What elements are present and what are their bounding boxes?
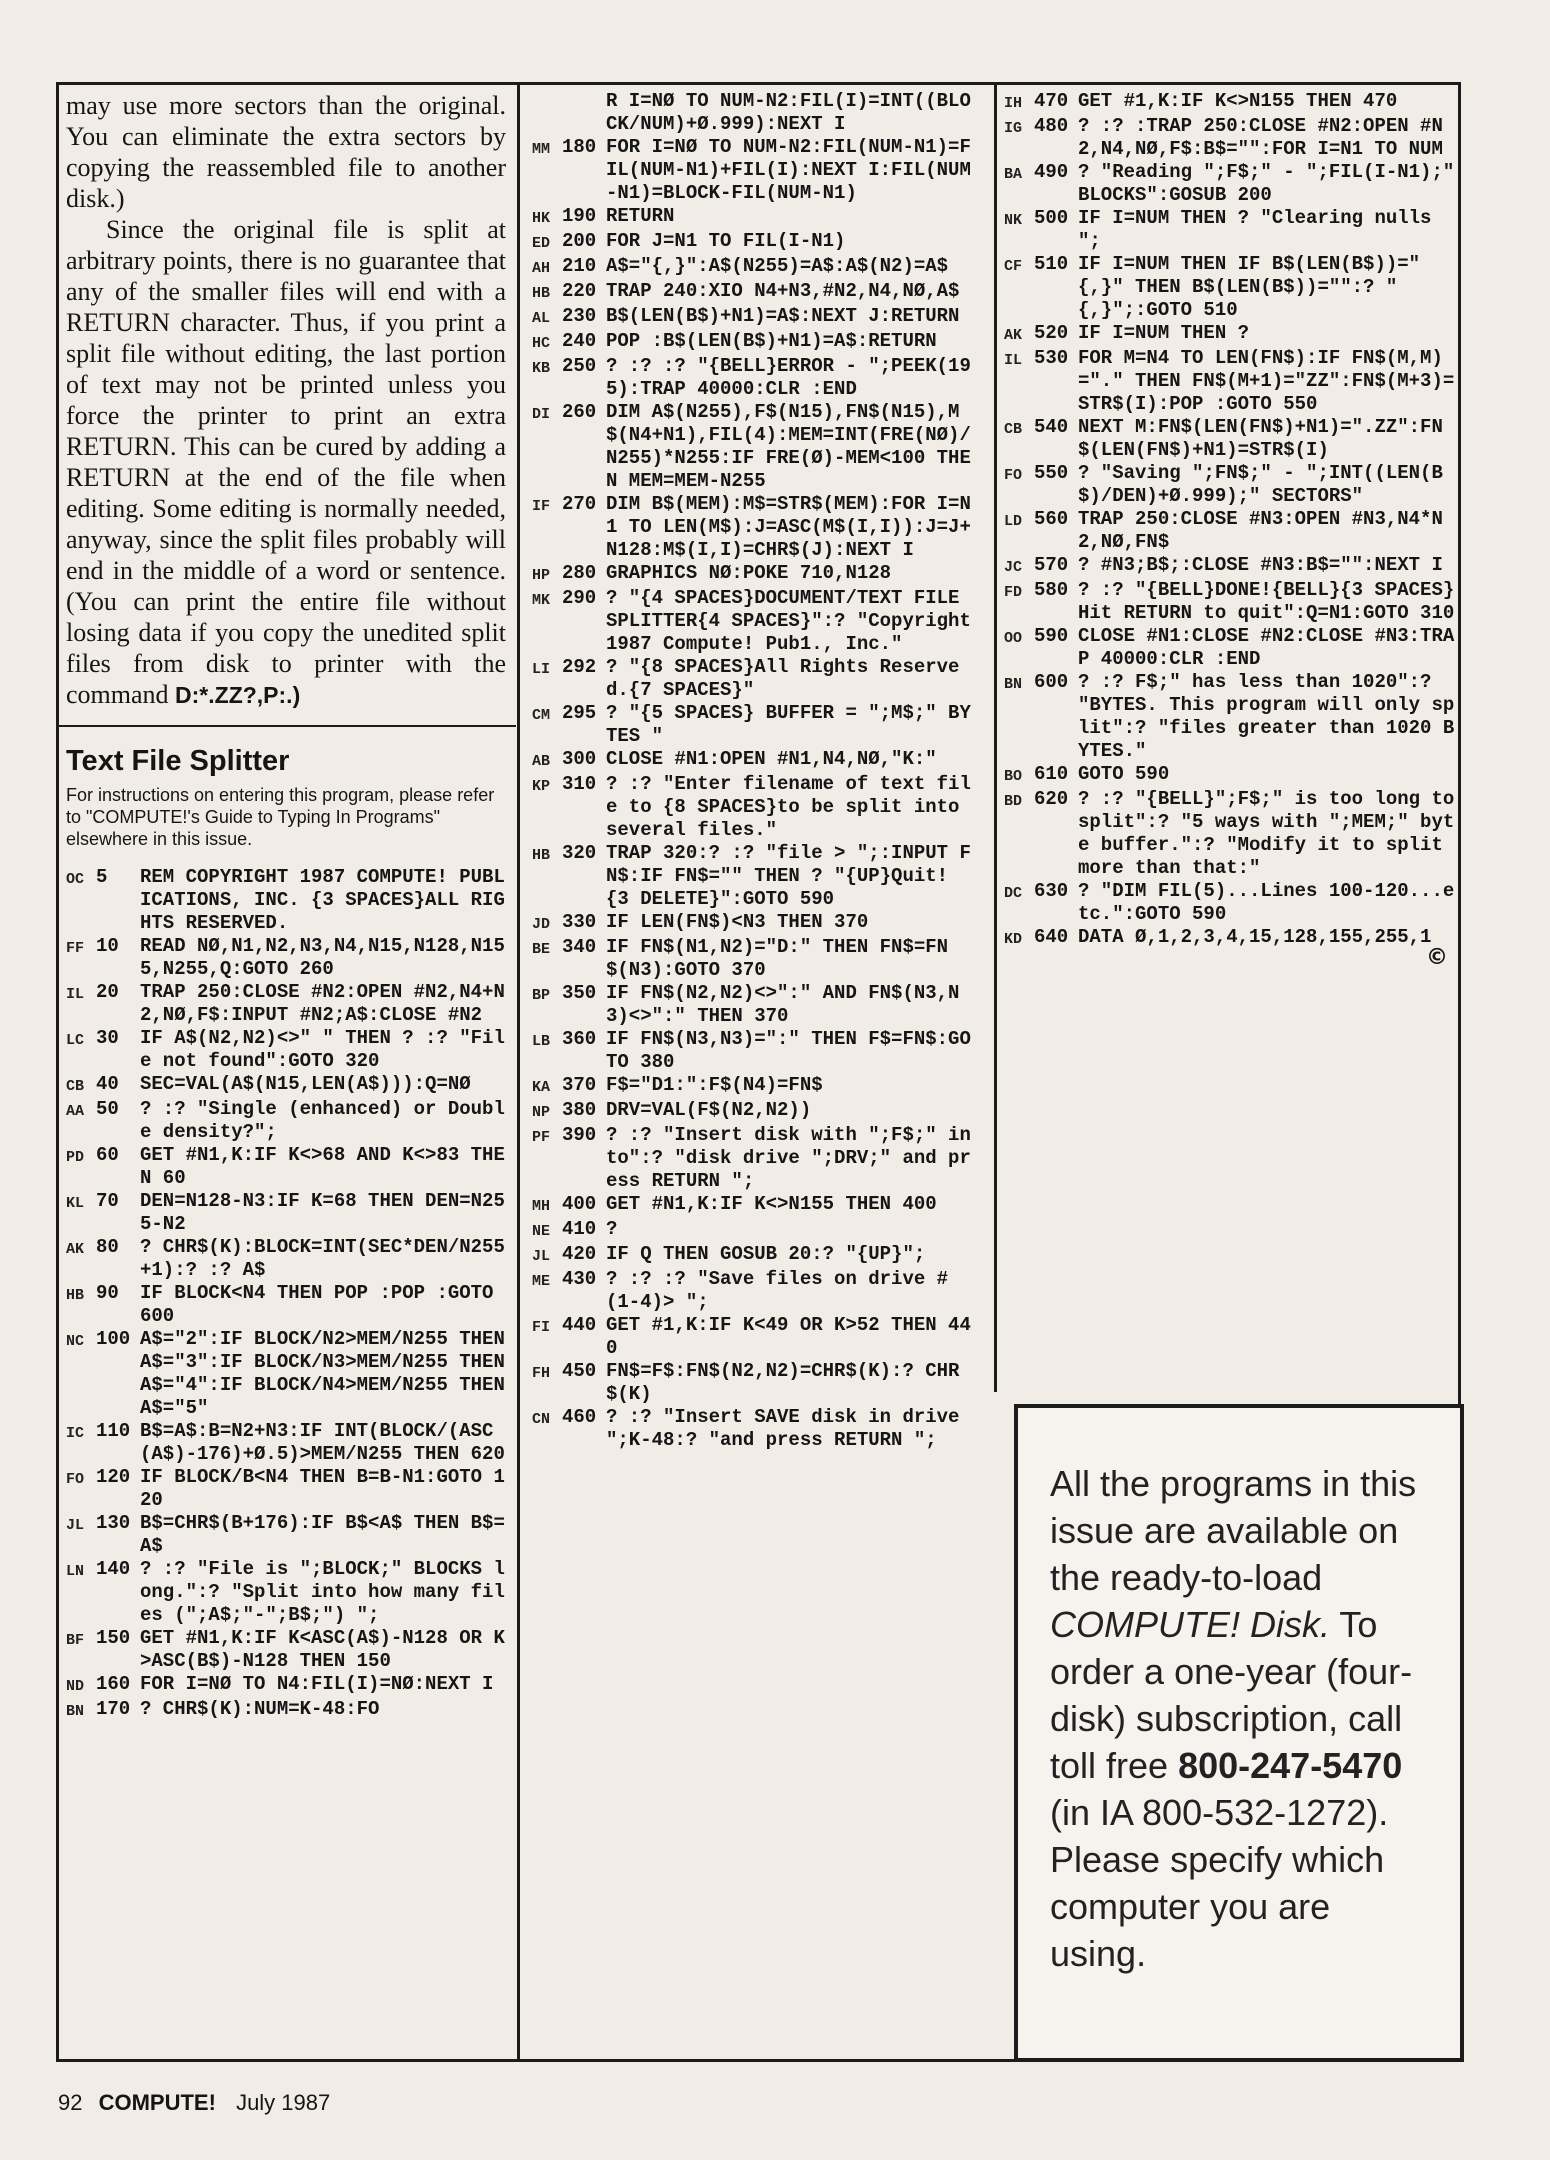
basic-code: IF BLOCK<N4 THEN POP :POP :GOTO 600	[140, 1282, 505, 1327]
listing-line	[1004, 416, 1456, 462]
basic-code: TRAP 250:CLOSE #N3:OPEN #N3,N4*N2,NØ,FN$	[1078, 508, 1443, 553]
listing-line	[66, 935, 506, 981]
checksum-code: KD	[1004, 931, 1023, 948]
line-number: 560	[1034, 508, 1069, 530]
checksum-code: KP	[532, 778, 551, 795]
listing-line	[1004, 763, 1456, 788]
basic-code: ?	[606, 1218, 618, 1240]
basic-code: IF BLOCK/B<N4 THEN B=B-N1:GOTO 120	[140, 1466, 505, 1511]
basic-code: ? CHR$(K):NUM=K-48:FO	[140, 1698, 380, 1720]
ad-disk-name: COMPUTE! Disk.	[1050, 1604, 1331, 1645]
line-number: 480	[1034, 115, 1069, 137]
checksum-code: FI	[532, 1319, 551, 1336]
checksum-code: PF	[532, 1129, 551, 1146]
basic-code: IF I=NUM THEN ? "Clearing nulls ";	[1078, 207, 1443, 252]
basic-code: IF LEN(FN$)<N3 THEN 370	[606, 911, 869, 933]
line-number: 292	[562, 656, 597, 678]
listing-line	[532, 1360, 972, 1406]
listing-line	[532, 1074, 972, 1099]
listing-line	[532, 1268, 972, 1314]
listing-line	[66, 1073, 506, 1098]
line-number: 60	[96, 1144, 119, 1166]
basic-code: ? "Reading ";F$;" - ";FIL(I-N1);" BLOCKS":GOSUB 200	[1078, 161, 1466, 206]
line-number: 330	[562, 911, 597, 933]
checksum-code: AA	[66, 1103, 85, 1120]
listing-line	[532, 982, 972, 1028]
listing-line	[1004, 508, 1456, 554]
listing-line	[66, 1512, 506, 1558]
listing-line	[532, 205, 972, 230]
listing-line	[532, 305, 972, 330]
ad-text-before: All the programs in this issue are available on the ready-to-load	[1050, 1463, 1417, 1598]
listing-line	[66, 1236, 506, 1282]
column-3	[1004, 90, 1466, 1340]
listing-line	[1004, 625, 1456, 671]
article-paragraph-2	[66, 214, 506, 711]
listing-line	[1004, 554, 1456, 579]
line-number: 190	[562, 205, 597, 227]
line-number: 300	[562, 748, 597, 770]
listing-line	[66, 1098, 506, 1144]
checksum-code: NK	[1004, 212, 1023, 229]
listing-column-1	[66, 866, 517, 1723]
basic-code: R I=NØ TO NUM-N2:FIL(I)=INT((BLOCK/NUM)+Ø.999):NEXT I	[606, 90, 971, 135]
program-instructions: For instructions on entering this program, please refer to "COMPUTE!'s Guide to Typing In Programs" elsewhere in this issue.	[66, 785, 495, 849]
basic-code: READ NØ,N1,N2,N3,N4,N15,N128,N155,N255,Q:GOTO 260	[140, 935, 505, 980]
checksum-code: LI	[532, 661, 551, 678]
line-number: 230	[562, 305, 597, 327]
line-number: 350	[562, 982, 597, 1004]
listing-line	[66, 1558, 506, 1627]
issue-date: July 1987	[236, 2090, 331, 2115]
basic-code: ? "Saving ";FN$;" - ";INT((LEN(B$)/DEN)+Ø.999);" SECTORS"	[1078, 462, 1443, 507]
checksum-code: PD	[66, 1149, 85, 1166]
listing-line	[1004, 880, 1456, 926]
basic-code: F$="D1:":F$(N4)=FN$	[606, 1074, 823, 1096]
line-number: 360	[562, 1028, 597, 1050]
checksum-code: JL	[532, 1248, 551, 1265]
basic-code: ? "{4 SPACES}DOCUMENT/TEXT FILE SPLITTER{4 SPACES}":? "Copyright 1987 Compute! Pub1., Inc."	[606, 587, 983, 655]
line-number: 40	[96, 1073, 119, 1095]
line-number: 570	[1034, 554, 1069, 576]
basic-code: B$=A$:B=N2+N3:IF INT(BLOCK/(ASC(A$)-176)+Ø.5)>MEM/N255 THEN 620	[140, 1420, 505, 1465]
listing-line	[66, 1673, 506, 1698]
listing-line	[66, 1190, 506, 1236]
checksum-code: LC	[66, 1032, 85, 1049]
listing-line	[532, 587, 983, 656]
basic-code: DIM B$(MEM):M$=STR$(MEM):FOR I=N1 TO LEN(M$):J=ASC(M$(I,I)):J=J+N128:M$(I,I)=CHR$(J):NEXT I	[606, 493, 971, 561]
line-number: 390	[562, 1124, 597, 1146]
listing-line	[1004, 253, 1456, 322]
checksum-code: CN	[532, 1411, 551, 1428]
line-number: 270	[562, 493, 597, 515]
basic-code: ? #N3;B$;:CLOSE #N3:B$="":NEXT I	[1078, 554, 1443, 576]
basic-code: ? "{8 SPACES}All Rights Reserved.{7 SPACES}"	[606, 656, 960, 701]
line-number: 220	[562, 280, 597, 302]
line-number: 490	[1034, 161, 1069, 183]
listing-line	[532, 1099, 972, 1124]
line-number: 260	[562, 401, 597, 423]
checksum-code: DI	[532, 406, 551, 423]
line-number: 550	[1034, 462, 1069, 484]
listing-line	[1004, 207, 1456, 253]
listing-line	[532, 842, 972, 911]
checksum-code: IL	[1004, 352, 1023, 369]
listing-line	[1004, 115, 1456, 161]
checksum-code: JC	[1004, 559, 1023, 576]
basic-code: B$(LEN(B$)+N1)=A$:NEXT J:RETURN	[606, 305, 960, 327]
paragraph-2-text: Since the original file is split at arbitrary points, there is no guarantee that any of the smaller files will end with a RETURN character. Thus, if you print a split file without editing, the last portion of text may not be printed unless you force the printer to print an extra RETURN. This can be cured by adding a RETURN at the end of the file when editing. Some editing is normally needed, anyway, since the split files probably will end in the middle of a word or sentence. (You can print the entire file without losing data if you copy the unedited split files from disk to printer with the command	[66, 215, 506, 709]
checksum-code: BA	[1004, 166, 1023, 183]
basic-code: GET #1,K:IF K<>N155 THEN 470	[1078, 90, 1398, 112]
line-number: 250	[562, 355, 597, 377]
checksum-code: BD	[1004, 793, 1023, 810]
checksum-code: OC	[66, 871, 85, 888]
listing-line	[532, 280, 972, 305]
line-number: 470	[1034, 90, 1069, 112]
basic-code: IF FN$(N1,N2)="D:" THEN FN$=FN$(N3):GOTO 370	[606, 936, 949, 981]
checksum-code: FO	[1004, 467, 1023, 484]
line-number: 150	[96, 1627, 131, 1649]
checksum-code: HP	[532, 567, 551, 584]
basic-code: DIM A$(N255),F$(N15),FN$(N15),M$(N4+N1),FIL(4):MEM=INT(FRE(NØ)/N255)*N255:IF FRE(Ø)-MEM<100 THEN MEM=MEM-N255	[606, 401, 971, 492]
basic-code: A$="2":IF BLOCK/N2>MEM/N255 THEN A$="3":IF BLOCK/N3>MEM/N255 THEN A$="4":IF BLOCK/N4>MEM/N255 THEN A$="5"	[140, 1328, 517, 1419]
basic-code: TRAP 240:XIO N4+N3,#N2,N4,NØ,A$	[606, 280, 960, 302]
line-number: 430	[562, 1268, 597, 1290]
ad-text-middle: To order a one-year (four-disk) subscription, call toll free	[1050, 1604, 1413, 1786]
basic-code: GET #N1,K:IF K<ASC(A$)-N128 OR K>ASC(B$)-N128 THEN 150	[140, 1627, 505, 1672]
line-number: 520	[1034, 322, 1069, 344]
basic-code: CLOSE #N1:OPEN #N1,N4,NØ,"K:"	[606, 748, 937, 770]
checksum-code: LB	[532, 1033, 551, 1050]
line-number: 90	[96, 1282, 119, 1304]
line-number: 590	[1034, 625, 1069, 647]
basic-code: TRAP 320:? :? "file > ";:INPUT FN$:IF FN$="" THEN ? "{UP}Quit! {3 DELETE}":GOTO 590	[606, 842, 971, 910]
checksum-code: CF	[1004, 258, 1023, 275]
listing-line	[532, 90, 972, 136]
checksum-code: MH	[532, 1198, 551, 1215]
checksum-code: CM	[532, 707, 551, 724]
ad-text-after: (in IA 800-532-1272). Please specify which computer you are using.	[1050, 1792, 1389, 1974]
line-number: 70	[96, 1190, 119, 1212]
line-number: 510	[1034, 253, 1069, 275]
basic-code: GET #N1,K:IF K<>68 AND K<>83 THEN 60	[140, 1144, 505, 1189]
checksum-code: BF	[66, 1632, 85, 1649]
line-number: 130	[96, 1512, 131, 1534]
basic-code: IF FN$(N3,N3)=":" THEN F$=FN$:GOTO 380	[606, 1028, 971, 1073]
listing-line	[532, 1406, 972, 1452]
line-number: 440	[562, 1314, 597, 1336]
line-number: 540	[1034, 416, 1069, 438]
basic-code: IF I=NUM THEN IF B$(LEN(B$))="{,}" THEN B$(LEN(B$))="":? "{,}";:GOTO 510	[1078, 253, 1421, 321]
listing-column-3	[1004, 90, 1466, 951]
line-number: 290	[562, 587, 597, 609]
basic-code: ? :? F$;" has less than 1020":? "BYTES. This program will only split":? "files greater than 1020 BYTES."	[1078, 671, 1455, 762]
listing-line	[532, 230, 972, 255]
checksum-code: AK	[1004, 327, 1023, 344]
article-paragraph-1: may use more sectors than the original. You can eliminate the extra sectors by copying the reassembled file to another disk.)	[66, 91, 506, 213]
checksum-code: AB	[532, 753, 551, 770]
listing-line	[532, 493, 972, 562]
basic-code: ? :? "Enter filename of text file to {8 SPACES}to be split into several files."	[606, 773, 971, 841]
basic-code: FOR J=N1 TO FIL(I-N1)	[606, 230, 846, 252]
basic-code: GET #N1,K:IF K<>N155 THEN 400	[606, 1193, 937, 1215]
basic-code: NEXT M:FN$(LEN(FN$)+N1)=".ZZ":FN$(LEN(FN$)+N1)=STR$(I)	[1078, 416, 1443, 461]
basic-code: CLOSE #N1:CLOSE #N2:CLOSE #N3:TRAP 40000:CLR :END	[1078, 625, 1455, 670]
line-number: 80	[96, 1236, 119, 1258]
basic-code: ? :? "{BELL}DONE!{BELL}{3 SPACES}Hit RETURN to quit":Q=N1:GOTO 310	[1078, 579, 1455, 624]
basic-code: ? :? :? "Save files on drive # (1-4)> ";	[606, 1268, 960, 1313]
basic-code: SEC=VAL(A$(N15,LEN(A$))):Q=NØ	[140, 1073, 471, 1095]
listing-line	[1004, 347, 1456, 416]
checksum-code: NC	[66, 1333, 85, 1350]
basic-code: ? :? "{BELL}";F$;" is too long to split":? "5 ways with ";MEM;" byte buffer.":? "Modify it to split more than that:"	[1078, 788, 1466, 879]
line-number: 340	[562, 936, 597, 958]
basic-code: GRAPHICS NØ:POKE 710,N128	[606, 562, 892, 584]
listing-line	[1004, 462, 1456, 508]
listing-line	[1004, 322, 1456, 347]
checksum-code: IF	[532, 498, 551, 515]
checksum-code: OO	[1004, 630, 1023, 647]
checksum-code: FH	[532, 1365, 551, 1382]
listing-line	[532, 1193, 972, 1218]
line-number: 5	[96, 866, 108, 888]
basic-code: FOR I=NØ TO N4:FIL(I)=NØ:NEXT I	[140, 1673, 494, 1695]
line-number: 620	[1034, 788, 1069, 810]
line-number: 20	[96, 981, 119, 1003]
basic-code: ? :? "Insert SAVE disk in drive ";K-48:? "and press RETURN ";	[606, 1406, 971, 1451]
basic-code: REM COPYRIGHT 1987 COMPUTE! PUBLICATIONS, INC. {3 SPACES}ALL RIGHTS RESERVED.	[140, 866, 505, 934]
line-number: 200	[562, 230, 597, 252]
line-number: 610	[1034, 763, 1069, 785]
listing-line	[532, 401, 972, 493]
basic-code: ? CHR$(K):BLOCK=INT(SEC*DEN/N255+1):? :? A$	[140, 1236, 505, 1281]
listing-line	[532, 136, 972, 205]
checksum-code: FO	[66, 1471, 85, 1488]
line-number: 50	[96, 1098, 119, 1120]
checksum-code: BN	[1004, 676, 1023, 693]
basic-code: POP :B$(LEN(B$)+N1)=A$:RETURN	[606, 330, 937, 352]
program-title: Text File Splitter	[66, 745, 290, 777]
line-number: 320	[562, 842, 597, 864]
basic-code: ? :? "Insert disk with ";F$;" into":? "disk drive ";DRV;" and press RETURN ";	[606, 1124, 971, 1192]
listing-line	[66, 866, 506, 935]
line-number: 420	[562, 1243, 597, 1265]
column-divider-1	[517, 82, 520, 2062]
listing-line	[532, 1218, 972, 1243]
checksum-code: IL	[66, 986, 85, 1003]
listing-line	[66, 1282, 506, 1328]
line-number: 310	[562, 773, 597, 795]
listing-line	[1004, 90, 1456, 115]
checksum-code: HK	[532, 210, 551, 227]
listing-line	[66, 1144, 506, 1190]
basic-code: ? :? :? "{BELL}ERROR - ";PEEK(195):TRAP 40000:CLR :END	[606, 355, 971, 400]
checksum-code: BP	[532, 987, 551, 1004]
basic-code: ? :? "Single (enhanced) or Double density?";	[140, 1098, 505, 1143]
listing-line	[532, 1124, 972, 1193]
checksum-code: FF	[66, 940, 85, 957]
basic-code: GOTO 590	[1078, 763, 1170, 785]
checksum-code: JD	[532, 916, 551, 933]
line-number: 460	[562, 1406, 597, 1428]
line-number: 180	[562, 136, 597, 158]
listing-line	[1004, 671, 1456, 763]
line-number: 100	[96, 1328, 131, 1350]
checksum-code: HB	[66, 1287, 85, 1304]
checksum-code: DC	[1004, 885, 1023, 902]
line-number: 10	[96, 935, 119, 957]
listing-column-2	[532, 90, 983, 1452]
magazine-name: COMPUTE!	[98, 2090, 216, 2115]
basic-code: FOR M=N4 TO LEN(FN$):IF FN$(M,M)="." THEN FN$(M+1)="ZZ":FN$(M+3)=STR$(I):POP :GOTO 550	[1078, 347, 1455, 415]
line-number: 530	[1034, 347, 1069, 369]
checksum-code: KB	[532, 360, 551, 377]
basic-code: B$=CHR$(B+176):IF B$<A$ THEN B$=A$	[140, 1512, 505, 1557]
checksum-code: KA	[532, 1079, 551, 1096]
line-number: 210	[562, 255, 597, 277]
line-number: 450	[562, 1360, 597, 1382]
listing-line	[532, 748, 972, 773]
line-number: 640	[1034, 926, 1069, 948]
basic-code: RETURN	[606, 205, 675, 227]
basic-code: DRV=VAL(F$(N2,N2))	[606, 1099, 812, 1121]
basic-code: DEN=N128-N3:IF K=68 THEN DEN=N255-N2	[140, 1190, 505, 1235]
checksum-code: AH	[532, 260, 551, 277]
basic-code: DATA Ø,1,2,3,4,15,128,155,255,1	[1078, 926, 1432, 948]
basic-code: GET #1,K:IF K<49 OR K>52 THEN 440	[606, 1314, 971, 1359]
listing-line	[1004, 579, 1456, 625]
checksum-code: LD	[1004, 513, 1023, 530]
checksum-code: ND	[66, 1678, 85, 1695]
listing-line	[66, 1027, 506, 1073]
line-number: 160	[96, 1673, 131, 1695]
listing-line	[1004, 788, 1466, 880]
line-number: 400	[562, 1193, 597, 1215]
checksum-code: JL	[66, 1517, 85, 1534]
checksum-code: BO	[1004, 768, 1023, 785]
checksum-code: IH	[1004, 95, 1023, 112]
checksum-code: LN	[66, 1563, 85, 1580]
page-footer	[58, 2090, 330, 2116]
line-number: 580	[1034, 579, 1069, 601]
basic-code: A$="{,}":A$(N255)=A$:A$(N2)=A$	[606, 255, 949, 277]
listing-line	[1004, 161, 1466, 207]
listing-line	[532, 562, 972, 587]
column-divider-2	[994, 82, 997, 1392]
page-number: 92	[58, 2090, 83, 2115]
checksum-code: IC	[66, 1425, 85, 1442]
disk-subscription-ad	[1014, 1404, 1464, 2062]
basic-code: TRAP 250:CLOSE #N2:OPEN #N2,N4+N2,NØ,F$:INPUT #N2;A$:CLOSE #N2	[140, 981, 505, 1026]
basic-code: FN$=F$:FN$(N2,N2)=CHR$(K):? CHR$(K)	[606, 1360, 960, 1405]
line-number: 30	[96, 1027, 119, 1049]
basic-code: IF Q THEN GOSUB 20:? "{UP}";	[606, 1243, 926, 1265]
basic-code: IF A$(N2,N2)<>" " THEN ? :? "File not found":GOTO 320	[140, 1027, 505, 1072]
checksum-code: CB	[1004, 421, 1023, 438]
basic-code: FOR I=NØ TO NUM-N2:FIL(NUM-N1)=FIL(NUM-N1)+FIL(I):NEXT I:FIL(NUM-N1)=BLOCK-FIL(NUM-N1)	[606, 136, 971, 204]
line-number: 170	[96, 1698, 131, 1720]
command-text: D:*.ZZ?,P:.)	[175, 682, 301, 708]
basic-code: ? "DIM FIL(5)...Lines 100-120...etc.":GOTO 590	[1078, 880, 1455, 925]
checksum-code: AK	[66, 1241, 85, 1258]
checksum-code: MM	[532, 141, 551, 158]
checksum-code: CB	[66, 1078, 85, 1095]
column-1	[66, 90, 517, 2050]
listing-line	[532, 911, 972, 936]
listing-line	[532, 1314, 972, 1360]
line-number: 280	[562, 562, 597, 584]
checksum-code: NE	[532, 1223, 551, 1240]
checksum-code: ME	[532, 1273, 551, 1290]
line-number: 380	[562, 1099, 597, 1121]
listing-line	[66, 1328, 517, 1420]
line-number: 630	[1034, 880, 1069, 902]
line-number: 500	[1034, 207, 1069, 229]
listing-line	[532, 656, 972, 702]
listing-line	[532, 255, 972, 280]
line-number: 120	[96, 1466, 131, 1488]
checksum-code: AL	[532, 310, 551, 327]
listing-line	[532, 1028, 972, 1074]
checksum-code: NP	[532, 1104, 551, 1121]
listing-line	[66, 1698, 506, 1723]
basic-code: ? "{5 SPACES} BUFFER = ";M$;" BYTES "	[606, 702, 971, 747]
line-number: 600	[1034, 671, 1069, 693]
checksum-code: MK	[532, 592, 551, 609]
listing-line	[66, 1627, 506, 1673]
basic-code: IF FN$(N2,N2)<>":" AND FN$(N3,N3)<>":" THEN 370	[606, 982, 960, 1027]
article-text	[66, 90, 506, 711]
line-number: 370	[562, 1074, 597, 1096]
basic-code: ? :? "File is ";BLOCK;" BLOCKS long.":? "Split into how many files (";A$;"-";B$;") ";	[140, 1558, 505, 1626]
copyright-mark: ©	[1426, 945, 1448, 970]
listing-line	[532, 936, 972, 982]
checksum-code: IG	[1004, 120, 1023, 137]
line-number: 295	[562, 702, 597, 724]
column-2	[532, 90, 983, 2050]
checksum-code: HB	[532, 847, 551, 864]
listing-line	[1004, 926, 1456, 951]
listing-line	[532, 773, 972, 842]
basic-code: ? :? :TRAP 250:CLOSE #N2:OPEN #N2,N4,NØ,F$:B$="":FOR I=N1 TO NUM	[1078, 115, 1443, 160]
section-divider	[56, 725, 516, 727]
checksum-code: ED	[532, 235, 551, 252]
line-number: 240	[562, 330, 597, 352]
listing-line	[66, 1420, 506, 1466]
checksum-code: HB	[532, 285, 551, 302]
checksum-code: KL	[66, 1195, 85, 1212]
listing-line	[532, 702, 972, 748]
ad-phone-number: 800-247-5470	[1178, 1745, 1403, 1786]
listing-line	[66, 981, 506, 1027]
line-number: 140	[96, 1558, 131, 1580]
listing-line	[532, 1243, 972, 1268]
listing-line	[66, 1466, 506, 1512]
listing-line	[532, 330, 972, 355]
basic-code: IF I=NUM THEN ?	[1078, 322, 1250, 344]
line-number: 410	[562, 1218, 597, 1240]
line-number: 110	[96, 1420, 131, 1442]
checksum-code: BN	[66, 1703, 85, 1720]
checksum-code: HC	[532, 335, 551, 352]
checksum-code: BE	[532, 941, 551, 958]
checksum-code: FD	[1004, 584, 1023, 601]
listing-line	[532, 355, 972, 401]
